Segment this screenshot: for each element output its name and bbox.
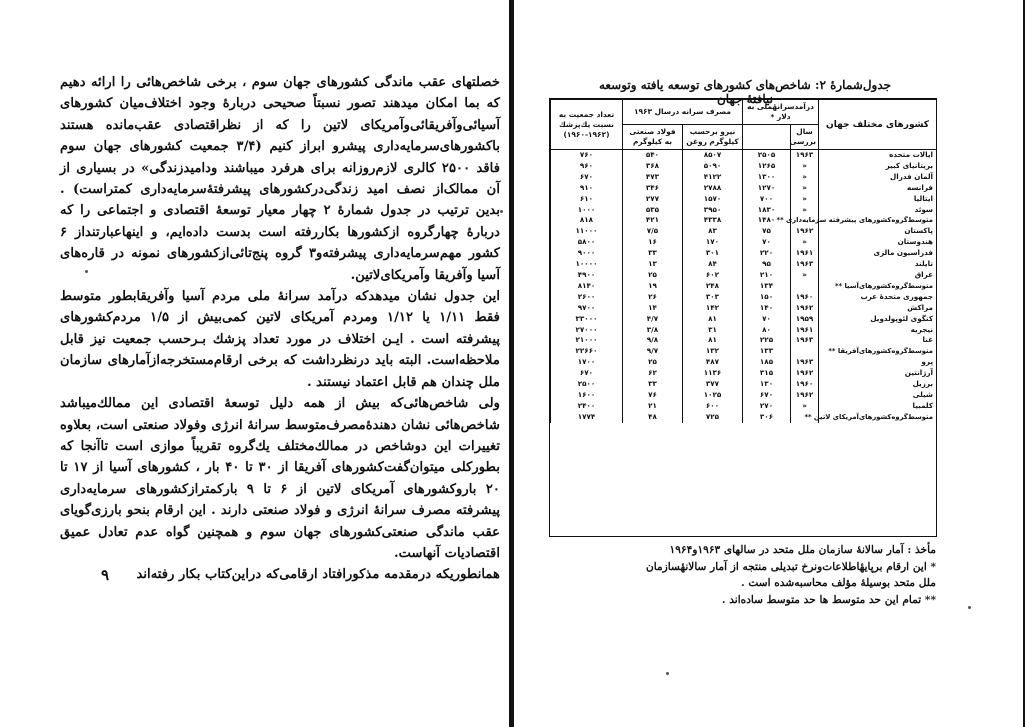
header-income: درآمدسرانهٔملی به دلار * (743, 100, 819, 125)
income-cell: ۱۳۰۰ (743, 172, 791, 183)
income-cell: ۱۴۰ (743, 303, 791, 314)
energy-cell: ۸۵۰۷ (683, 150, 743, 161)
steel-cell: ۳۴۶ (623, 183, 683, 194)
country-cell: فرانسه (819, 183, 937, 194)
energy-cell: ۳۰۱ (683, 248, 743, 259)
table-row (551, 205, 937, 216)
doctors-cell: ۱۱۰۰۰ (551, 226, 623, 237)
country-cell: پرو (819, 357, 937, 368)
header-income-value (743, 125, 791, 150)
energy-cell: ۱۷۰ (683, 237, 743, 248)
doctors-cell: ۱۰۰۰ (551, 205, 623, 216)
steel-cell: ۷۶ (623, 390, 683, 401)
steel-cell: ۹/۸ (623, 335, 683, 346)
doctors-cell: ۱۶۰۰ (551, 390, 623, 401)
body-text (60, 72, 500, 586)
paragraph: این جدول نشان میدهدکه درآمد سرانهٔ ملی مردم آسیا وآفریقا‌بطور متوسط فقط ۱/۱۱ یا ۱/۱۲ ومردم آمریکای لاتین کمی‌بیش از ۱/۵ مردم‌کشورهای پیشرفته است . ایـن اختلاف در مورد تعداد پزشك بـرحسب جمعیت نیز قابل ملاحظه‌است. البته باید درنظرداشت که برخی ارقام‌مستخرجه‌ازآمارهای سازمان ملل چندان هم قابل اعتماد نیستند . (60, 289, 500, 390)
paragraph: همانطوریکه درمقدمه مذکورافتاد ارقامی‌که دراین‌کتاب بکار رفته‌اند (136, 567, 500, 583)
energy-cell: ۴۳۳۸ (683, 215, 743, 226)
doctors-cell: ۹۶۰ (551, 161, 623, 172)
energy-cell: ۱۳۲ (683, 346, 743, 357)
doctors-cell: ۹۰۰۰ (551, 248, 623, 259)
year-cell: ۱۹۶۲ (791, 390, 819, 401)
energy-cell: ۱۱۳۶ (683, 368, 743, 379)
statistics-table (549, 98, 937, 537)
income-cell: ۷۰۰ (743, 194, 791, 205)
steel-cell: ۵۴۰ (623, 150, 683, 161)
year-cell: « (791, 401, 819, 412)
income-cell: ۷۵ (743, 226, 791, 237)
table-row (551, 161, 937, 172)
source-line: مأخذ : آمار سالانهٔ سازمان ملل متحد در سالهای ۱۹۶۳و۱۹۶۴ (669, 544, 936, 556)
country-cell: مراکش (819, 303, 937, 314)
paragraph: خصلتهای عقب ماندگی کشورهای جهان سوم ، برخی شاخص‌هائی را ارائه دهیم که بما امکان میدهند تصور نسبتاً صحیحی دربارهٔ وجود اختلاف‌میان کشورهای آسیائی‌وآفریقائی‌وآمریکای لاتین را که از نظراقتصادی عقب‌مانده هستند باکشورهای‌سرمایه‌داری پیشرو ابراز کنیم (۳/۴ جمعیت کشورهای جهان سوم فاقد ۲۵۰۰ کالری لازم‌روزانه برای هرفرد میباشند ودامیدزندگی» در بسیاری از آن ممالک‌از نصف امید زندگی‌درکشورهای پیشرفتهٔ‌سرمایه‌داری کمتراست) . بدین ترتیب در جدول شمارهٔ ۲ چهار معیار توسعهٔ اقتصادی و اجتماعی را که دربارهٔ چهارگروه ازکشورها بکاررفته است بدست داده‌ایم، و اینهاعبارتنداز ۶ کشور مهم‌سرمایه‌داری پیشرفته‌و۳ گروه پنج‌تائی‌ازکشورهای نمونه در قاره‌های آسیا وآفریقا وآمریکای‌لاتین. (60, 75, 500, 283)
energy-cell: ۶۰۰ (683, 401, 743, 412)
country-cell: غنا (819, 335, 937, 346)
steel-cell: ۱۹ (623, 281, 683, 292)
country-cell: سوئد (819, 205, 937, 216)
doctors-cell: ۲۱۰۰۰ (551, 335, 623, 346)
doctors-cell: ۶۱۰ (551, 194, 623, 205)
table-row (551, 194, 937, 205)
energy-cell: ۸۱ (683, 335, 743, 346)
table-row (551, 172, 937, 183)
steel-cell: ۶۲ (623, 368, 683, 379)
steel-cell: ۲۷۷ (623, 194, 683, 205)
table-source-notes (548, 542, 936, 608)
table-row (551, 346, 937, 357)
energy-cell: ۸۳ (683, 226, 743, 237)
year-cell (791, 281, 819, 292)
steel-cell: ۳۳ (623, 248, 683, 259)
year-cell: « (791, 270, 819, 281)
paragraph: ولی شاخص‌هائی‌که بیش از همه دلیل توسعهٔ اقتصادی این ممالك‌میباشد شاخص‌هائی نشان دهندهٔ‌مصرف‌متوسط سرانهٔ انرژی وفولاد صنعتی است، بعلاوه تغییرات این دوشاخص در ممالك‌مختلف یك‌گروه تقریباً موازی است تاآنجا که بطورکلی میتوان‌گفت‌کشورهای آفریقا از ۳۰ تا ۴۰ بار ، کشورهای آسیا از ۱۷ تا ۲۰ باروکشورهای آمریکای لاتین از ۶ تا ۹ بارکمتر‌از‌کشورهای سرمایه‌داری پیشرفته مصرف سرانهٔ انرژی و فولاد صنعتی دارند . این ارقام بنحو بارزی‌گویای عقب ماندگی صنعتی‌کشورهای جهان سوم و همچنین گواه عدم تعادل عمیق اقتصادیات آنهاست. (60, 396, 501, 561)
country-cell: متوسط‌گروه‌کشورهای پیشرفته سرمایه‌داری ** (819, 215, 937, 226)
steel-cell: ۳/۸ (623, 325, 683, 336)
steel-cell: ۴۲۱ (623, 215, 683, 226)
energy-cell: ۴۸۷ (683, 357, 743, 368)
income-cell: ۲۵۰۵ (743, 150, 791, 161)
income-cell: ۹۵ (743, 259, 791, 270)
energy-cell: ۳۰۳ (683, 292, 743, 303)
year-cell: ۱۹۶۳ (791, 335, 819, 346)
country-cell: متوسط‌گروه‌کشورهای‌آمریکای لاتین ** (819, 412, 937, 423)
energy-cell: ۳۹۵۰ (683, 205, 743, 216)
doctors-cell: ۲۲۶۶۰ (551, 346, 623, 357)
country-cell: پاکستان (819, 226, 937, 237)
country-cell: بریتانیای کبیر (819, 161, 937, 172)
energy-cell: ۶۰۲ (683, 270, 743, 281)
country-cell: آرژانتین (819, 368, 937, 379)
speck (85, 270, 88, 273)
income-cell: ۲۲۰ (743, 248, 791, 259)
steel-cell: ۴۸ (623, 412, 683, 423)
steel-cell: ۴۷۳ (623, 172, 683, 183)
energy-cell: ۱۴۲ (683, 303, 743, 314)
income-cell: ۱۳۳ (743, 346, 791, 357)
country-cell: فدراسیون مالزی (819, 248, 937, 259)
steel-cell: ۱۶ (623, 237, 683, 248)
doctors-cell: ۲۷۰۰۰ (551, 325, 623, 336)
income-cell: ۱۸۵ (743, 357, 791, 368)
table-row (551, 270, 937, 281)
header-year: سال بررسی (791, 125, 819, 150)
doctors-cell: ۹۱۰ (551, 183, 623, 194)
header-steel: فولاد صنعتی به کیلوگرم (623, 125, 683, 150)
table-row (551, 292, 937, 303)
year-cell: « (791, 161, 819, 172)
speck (500, 210, 503, 213)
doctors-cell: ۸۱۸ (551, 215, 623, 226)
income-cell: ۱۳۴ (743, 281, 791, 292)
energy-cell: ۸۱ (683, 314, 743, 325)
steel-cell: ۲۱ (623, 401, 683, 412)
table-row (551, 412, 937, 423)
country-cell: کلمبیا (819, 401, 937, 412)
income-cell: ۱۲۷۰ (743, 183, 791, 194)
table-row (551, 248, 937, 259)
energy-cell: ۸۴ (683, 259, 743, 270)
energy-cell: ۱۵۷۰ (683, 194, 743, 205)
year-cell: ۱۹۶۱ (791, 248, 819, 259)
country-cell: عراق (819, 270, 937, 281)
table-row (551, 259, 937, 270)
year-cell: « (791, 172, 819, 183)
speck (666, 672, 669, 675)
steel-cell: ۳۳ (623, 379, 683, 390)
income-cell: ۳۰۶ (743, 412, 791, 423)
doctors-cell: ۳۳۰۰۰ (551, 314, 623, 325)
country-cell: ایالات متحده (819, 150, 937, 161)
doctors-cell: ۱۷۰۰ (551, 357, 623, 368)
year-cell: ۱۹۶۲ (791, 303, 819, 314)
income-cell: ۶۷۰ (743, 390, 791, 401)
year-cell: ۱۹۶۲ (791, 368, 819, 379)
steel-cell: ۳۶۸ (623, 161, 683, 172)
year-cell: ۱۹۶۳ (791, 259, 819, 270)
year-cell: « (791, 205, 819, 216)
table-row (551, 401, 937, 412)
country-cell: تایلند (819, 259, 937, 270)
table-row (551, 390, 937, 401)
income-cell: ۱۸۳۰ (743, 205, 791, 216)
income-cell: ۲۲۵ (743, 335, 791, 346)
income-cell: ۲۱۰ (743, 270, 791, 281)
doctors-cell: ۵۸۰۰ (551, 237, 623, 248)
steel-cell: ۲۵ (623, 357, 683, 368)
steel-cell: ۲۵ (623, 270, 683, 281)
table-row (551, 183, 937, 194)
footnote-line: ملل متحد بوسیلهٔ مؤلف محاسبه‌شده است . (740, 577, 936, 590)
energy-cell: ۴۱۲۲ (683, 172, 743, 183)
energy-cell: ۲۷۸۸ (683, 183, 743, 194)
footnote-line: ** تمام این حد متوسط ها حد متوسط ساده‌اند . (721, 593, 936, 606)
country-cell: جمهوری متحدهٔ عرب (819, 292, 937, 303)
header-energy: نیرو برحسب کیلوگرم روغن (683, 125, 743, 150)
year-cell: ۱۹۶۲ (791, 226, 819, 237)
year-cell: ۱۹۶۰ (791, 292, 819, 303)
income-cell: ۱۴۸۰ (743, 215, 791, 226)
energy-cell: ۱۰۲۵ (683, 390, 743, 401)
energy-cell: ۷۲۵ (683, 412, 743, 423)
energy-cell: ۳۱ (683, 325, 743, 336)
energy-cell: ۲۴۸ (683, 281, 743, 292)
table-row (551, 150, 937, 161)
left-page (0, 0, 510, 727)
income-cell: ۱۲۶۵ (743, 161, 791, 172)
steel-cell: ۹/۷ (623, 346, 683, 357)
year-cell (791, 346, 819, 357)
table-row (551, 237, 937, 248)
country-cell: متوسط‌گروه‌کشورهای‌آفریقا ** (819, 346, 937, 357)
country-cell: متوسط‌گروه‌کشورهای‌آسیا ** (819, 281, 937, 292)
income-cell: ۱۳۰ (743, 379, 791, 390)
doctors-cell: ۶۷۰ (551, 368, 623, 379)
table-row (551, 281, 937, 292)
doctors-cell: ۲۴۰۰ (551, 401, 623, 412)
doctors-cell: ۹۷۰۰ (551, 303, 623, 314)
steel-cell: ۲۶ (623, 292, 683, 303)
doctors-cell: ۷۶۰ (551, 150, 623, 161)
country-cell: آلمان فدرال (819, 172, 937, 183)
year-cell: ۱۹۵۹ (791, 314, 819, 325)
steel-cell: ۴/۷ (623, 314, 683, 325)
table-title: جدول‌شمارهٔ ۲: شاخص‌های کشورهای توسعه یافته وتوسعه نیافتهٔ جهان (598, 78, 892, 106)
country-cell: هندوستان (819, 237, 937, 248)
year-cell: « (791, 194, 819, 205)
energy-cell: ۳۷۷ (683, 379, 743, 390)
country-cell: کنگوی لئوپولدویل (819, 314, 937, 325)
steel-cell: ۱۴ (623, 303, 683, 314)
income-cell: ۷۰ (743, 237, 791, 248)
table-row (551, 314, 937, 325)
table-row (551, 357, 937, 368)
year-cell: ۱۹۶۳ (791, 357, 819, 368)
header-doctors: تعداد جمعیت به نسبت یك‌پزشك (۱۹۶۲-۱۹۶۰) (551, 100, 623, 150)
footnote-line: * این ارقام برپایهٔاطلاعات‌ونرخ تبدیلی منتجه از آمار سالانهٔسازمان (645, 560, 936, 573)
doctors-cell: ۱۰۰۰۰ (551, 259, 623, 270)
country-cell: برزیل (819, 379, 937, 390)
header-countries: کشورهای مختلف جهان (819, 100, 937, 150)
steel-cell: ۷/۵ (623, 226, 683, 237)
table-row (551, 368, 937, 379)
table-row (551, 325, 937, 336)
income-cell: ۸۰ (743, 325, 791, 336)
year-cell: ۱۹۶۳ (791, 150, 819, 161)
table-row (551, 215, 937, 226)
income-cell: ۲۷۰ (743, 401, 791, 412)
steel-cell: ۵۳۵ (623, 205, 683, 216)
year-cell: « (791, 183, 819, 194)
table-row (551, 379, 937, 390)
speck (968, 606, 971, 609)
doctors-cell: ۱۷۷۴ (551, 412, 623, 423)
doctors-cell: ۴۹۰۰ (551, 270, 623, 281)
energy-cell: ۵۰۹۰ (683, 161, 743, 172)
table-row (551, 226, 937, 237)
income-cell: ۳۱۵ (743, 368, 791, 379)
year-cell: ۱۹۶۱ (791, 325, 819, 336)
header-consumption: مصرف سرانه درسال ۱۹۶۳ (623, 100, 743, 125)
doctors-cell: ۸۱۴۰ (551, 281, 623, 292)
table-body (551, 150, 937, 423)
page-number: ۹ (101, 566, 110, 584)
doctors-cell: ۲۵۰۰ (551, 379, 623, 390)
steel-cell: ۱۳ (623, 259, 683, 270)
country-cell: نیجریه (819, 325, 937, 336)
table-row (551, 303, 937, 314)
income-cell: ۱۵۰ (743, 292, 791, 303)
country-cell: ایتالیا (819, 194, 937, 205)
income-cell: ۷۰ (743, 314, 791, 325)
year-cell: « (791, 237, 819, 248)
country-cell: شیلی (819, 390, 937, 401)
doctors-cell: ۲۶۰۰ (551, 292, 623, 303)
doctors-cell: ۶۷۰ (551, 172, 623, 183)
year-cell: ۱۹۶۰ (791, 379, 819, 390)
table-row (551, 335, 937, 346)
